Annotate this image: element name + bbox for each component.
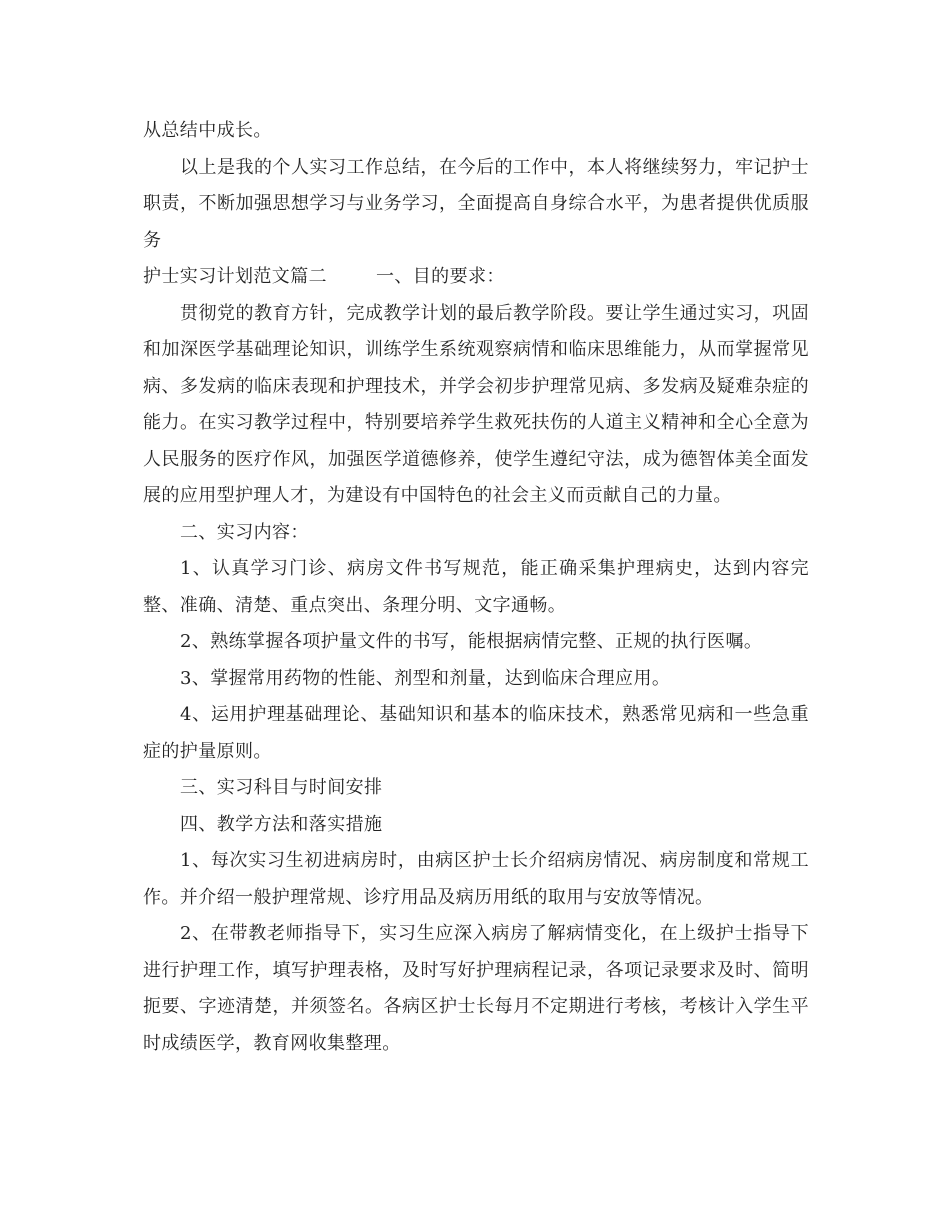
document-body — [143, 113, 809, 1062]
list-item-2: 2、熟练掌握各项护量文件的书写，能根据病情完整、正规的执行医嘱。 — [180, 631, 763, 652]
paragraph-objectives: 贯彻党的教育方针，完成教学计划的最后教学阶段。要让学生通过实习，巩固和加深医学基础理论知识，训练学生系统观察病情和临床思维能力，从而掌握常见病、多发病的临床表现和护理技术，并学会初步护理常见病、多发病及疑难杂症的能力。在实习教学过程中，特别要培养学生救死扶伤的人道主义精神和全心全意为人民服务的医疗作风，加强医学道德修养，使学生遵纪守法，成为德智体美全面发展的应用型护理人才，为建设有中国特色的社会主义而贡献自己的力量。 — [143, 302, 809, 506]
list-item-3: 3、掌握常用药物的性能、剂型和剂量，达到临床合理应用。 — [180, 667, 671, 689]
section-heading-methods: 四、教学方法和落实措施 — [180, 813, 383, 835]
method-item-1: 1、每次实习生初进病房时，由病区护士长介绍病房情况、病房制度和常规工作。并介绍一般护理常规、诊疗用品及病历用纸的取用与安放等情况。 — [143, 850, 809, 908]
paragraph-conclusion-tail: 从总结中成长。 — [143, 120, 272, 141]
paragraph-summary: 以上是我的个人实习工作总结，在今后的工作中，本人将继续努力，牢记护士职责，不断加强思想学习与业务学习，全面提高自身综合水平，为患者提供优质服务 — [143, 156, 809, 251]
section-heading-plan-two: 护士实习计划范文篇二 一、目的要求： — [143, 266, 505, 287]
list-item-4: 4、运用护理基础理论、基础知识和基本的临床技术，熟悉常见病和一些急重症的护量原则。 — [143, 704, 809, 762]
method-item-2: 2、在带教老师指导下，实习生应深入病房了解病情变化，在上级护士指导下进行护理工作，填写护理表格，及时写好护理病程记录，各项记录要求及时、简明扼要、字迹清楚，并须签名。各病区护士长每月不定期进行考核，考核计入学生平时成绩医学，教育网收集整理。 — [143, 923, 809, 1054]
section-heading-content: 二、实习内容： — [180, 521, 309, 543]
section-heading-schedule: 三、实习科目与时间安排 — [180, 777, 383, 798]
list-item-1: 1、认真学习门诊、病房文件书写规范，能正确采集护理病史，达到内容完整、准确、清楚、重点突出、条理分明、文字通畅。 — [143, 558, 809, 616]
